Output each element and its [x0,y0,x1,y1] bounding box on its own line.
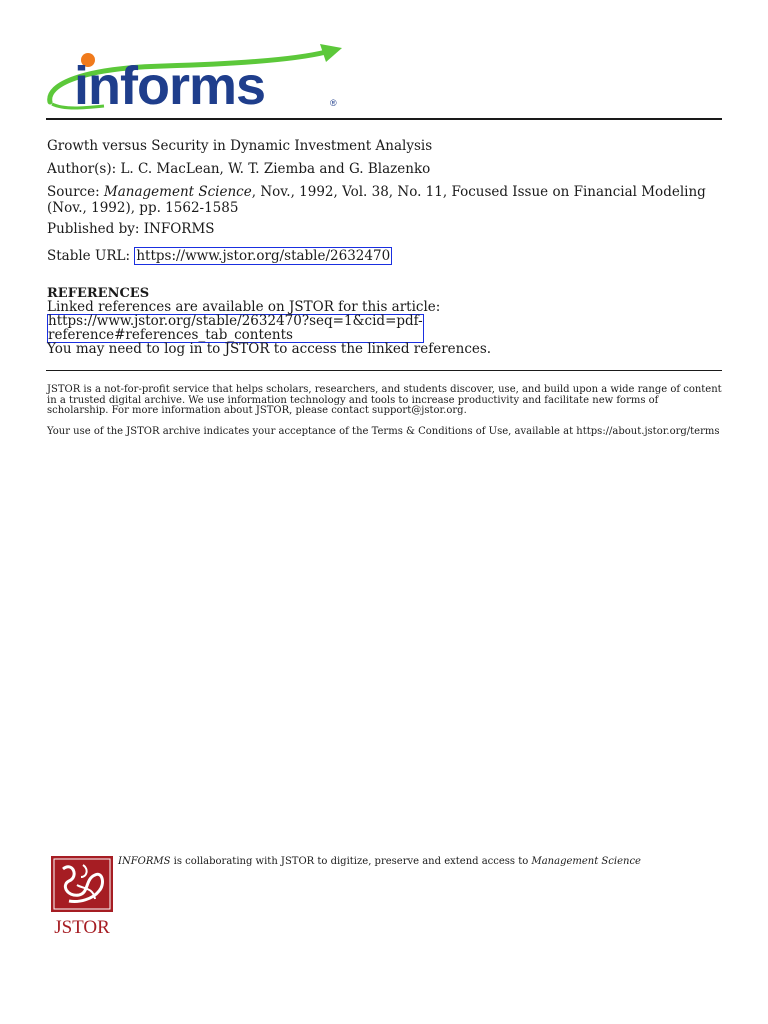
references-heading: REFERENCES [47,286,150,301]
references-section [47,287,647,357]
footer-text: is collaborating with JSTOR to digitize, preserve and extend access to [170,856,532,867]
collaboration-notice [118,856,678,867]
article-publisher [47,221,717,237]
footer-org: INFORMS [118,856,171,867]
stable-url-link[interactable]: https://www.jstor.org/stable/2632470 [136,248,391,264]
middle-divider [46,370,722,371]
stable-url-row [47,248,717,264]
article-authors [47,161,717,177]
references-intro: Linked references are available on JSTOR for this article: [47,298,441,315]
logo-registered-icon: ® [330,98,337,108]
terms-notice: Your use of the JSTOR archive indicates your acceptance of the Terms & Conditions of Use, available at https://about.jstor.org/terms [47,426,720,437]
jstor-wordmark: JSTOR [54,917,110,937]
references-link[interactable] [47,314,424,343]
footer-journal: Management Science [531,856,641,867]
references-link-line1[interactable]: https://www.jstor.org/stable/2632470?seq=1&cid=pdf- [48,313,423,329]
article-source [47,184,717,216]
logo-wordmark: informs [74,56,266,114]
article-title: Growth versus Security in Dynamic Investment Analysis [47,138,433,154]
publisher-value: INFORMS [143,221,215,237]
top-divider [46,118,722,120]
source-label: Source: [47,184,100,200]
source-details: , Nov., 1992, Vol. 38, No. 11, Focused Issue on Financial Modeling (Nov., 1992), pp. 1562-1585 [47,184,706,216]
references-link-line2[interactable]: reference#references_tab_contents [48,326,293,343]
source-journal: Management Science [103,184,252,200]
authors-value: L. C. MacLean, W. T. Ziemba and G. Blazenko [120,161,431,177]
logo-arrow-icon [320,44,342,62]
jstor-logo [49,855,115,937]
informs-logo [44,40,344,114]
jstor-disclaimer: JSTOR is a not-for-profit service that helps scholars, researchers, and students discover, use, and build upon a wide range of content in a trusted digital archive. We use information technology and tools to increase productivity and facilitate new forms of scholarship. For more information about JSTOR, please contact support@jstor.org. [47,384,722,416]
references-note: You may need to log in to JSTOR to access the linked references. [47,341,492,357]
stable-url-label: Stable URL: [47,248,131,264]
authors-label: Author(s): [47,161,117,177]
published-label: Published by: [47,221,140,237]
